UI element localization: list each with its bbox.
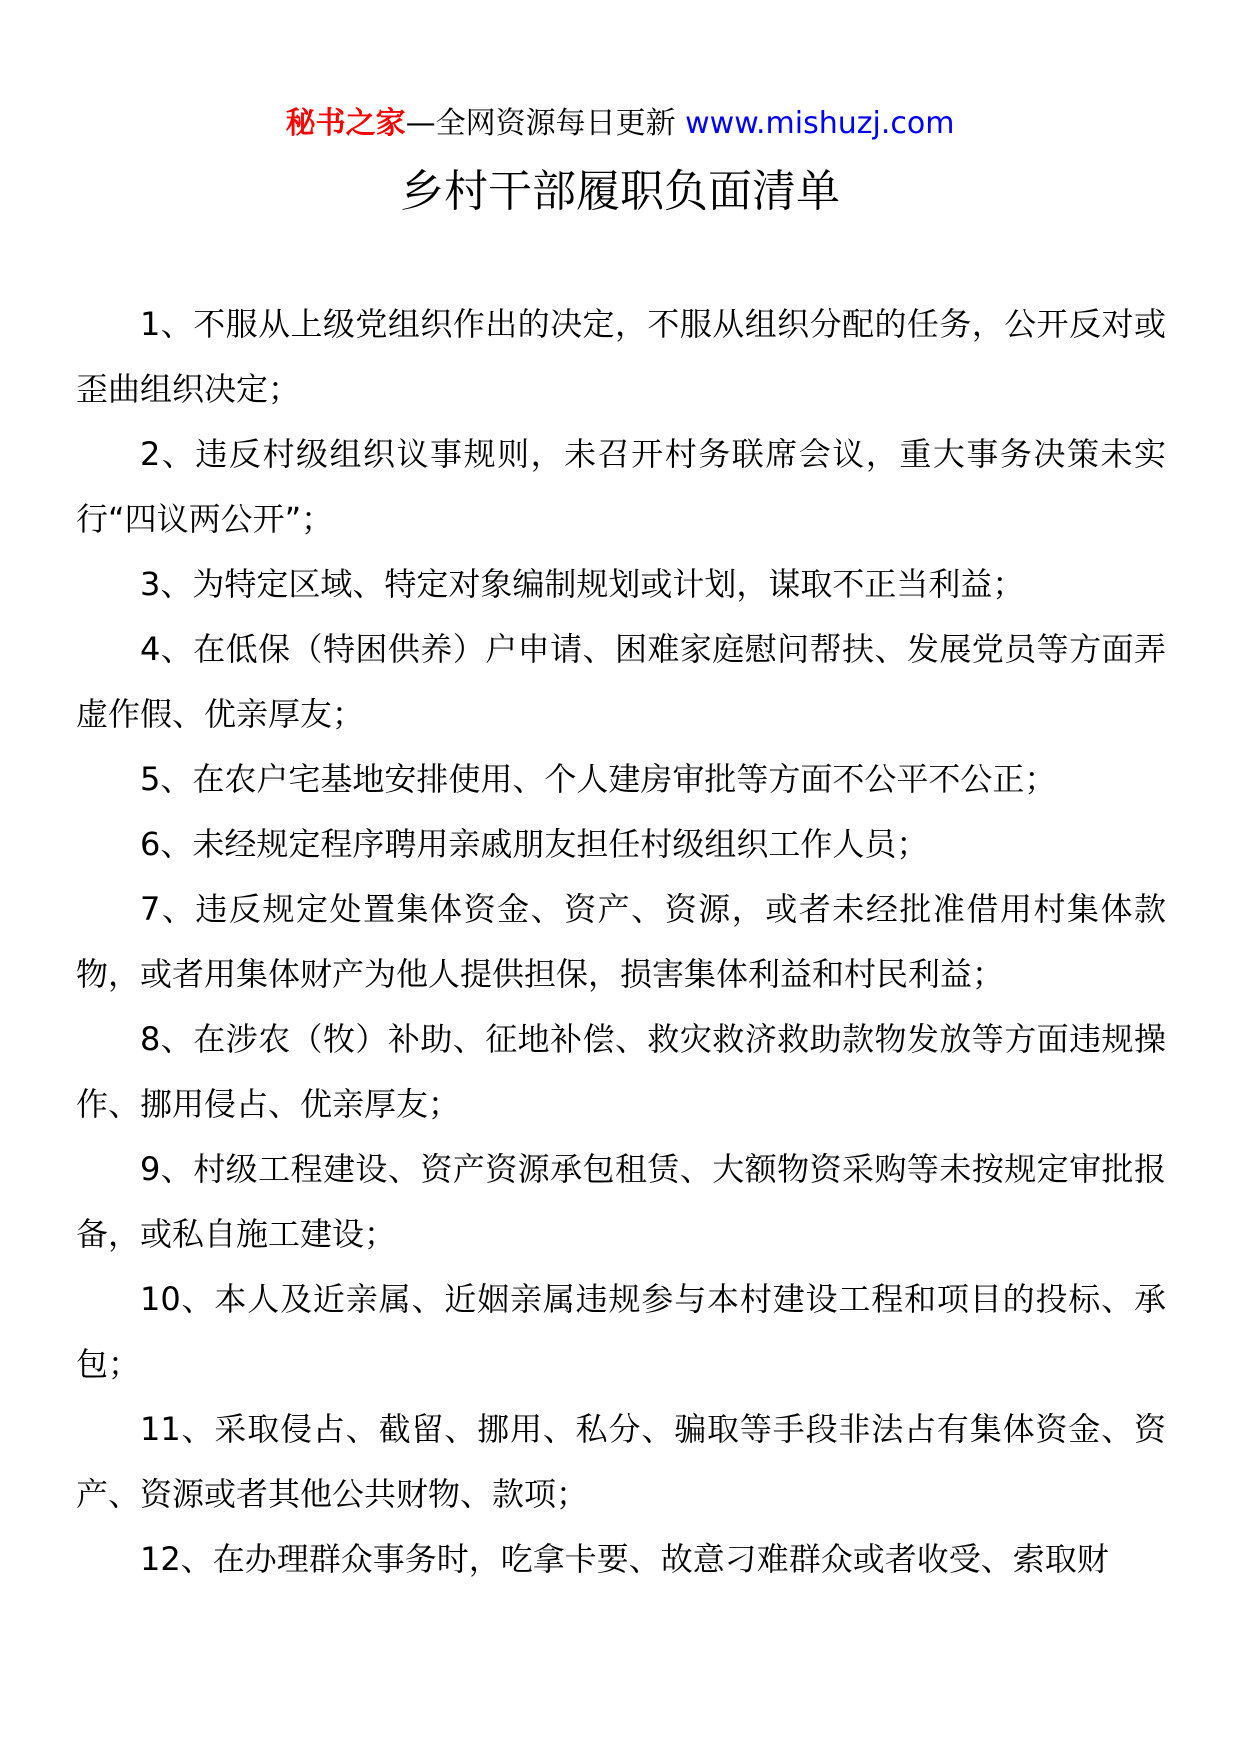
document-body <box>76 292 1166 1592</box>
list-item: 9、村级工程建设、资产资源承包租赁、大额物资采购等未按规定审批报备，或私自施工建设； <box>76 1150 1166 1253</box>
list-item: 8、在涉农（牧）补助、征地补偿、救灾救济救助款物发放等方面违规操作、挪用侵占、优亲厚友； <box>76 1020 1166 1123</box>
site-url-link[interactable]: www.mishuzj.com <box>685 106 955 141</box>
site-header <box>0 104 1240 144</box>
document-title: 乡村干部履职负面清单 <box>400 166 840 217</box>
list-item: 3、为特定区域、特定对象编制规划或计划，谋取不正当利益； <box>140 565 1025 603</box>
list-item: 12、在办理群众事务时，吃拿卡要、故意刁难群众或者收受、索取财 <box>140 1540 1109 1578</box>
list-item: 1、不服从上级党组织作出的决定，不服从组织分配的任务，公开反对或歪曲组织决定； <box>76 305 1166 408</box>
site-slogan: —全网资源每日更新 <box>405 106 676 141</box>
list-item: 6、未经规定程序聘用亲戚朋友担任村级组织工作人员； <box>140 825 929 863</box>
list-item: 11、采取侵占、截留、挪用、私分、骗取等手段非法占有集体资金、资产、资源或者其他公共财物、款项； <box>76 1410 1166 1513</box>
list-item: 7、违反规定处置集体资金、资产、资源，或者未经批准借用村集体款物，或者用集体财产为他人提供担保，损害集体利益和村民利益； <box>76 890 1166 993</box>
list-item: 4、在低保（特困供养）户申请、困难家庭慰问帮扶、发展党员等方面弄虚作假、优亲厚友； <box>76 630 1166 733</box>
list-item: 2、违反村级组织议事规则，未召开村务联席会议，重大事务决策未实行“四议两公开”； <box>76 435 1166 538</box>
list-item: 5、在农户宅基地安排使用、个人建房审批等方面不公平不公正； <box>140 760 1057 798</box>
list-item: 10、本人及近亲属、近姻亲属违规参与本村建设工程和项目的投标、承包； <box>76 1280 1166 1383</box>
brand-name: 秘书之家 <box>285 106 406 141</box>
